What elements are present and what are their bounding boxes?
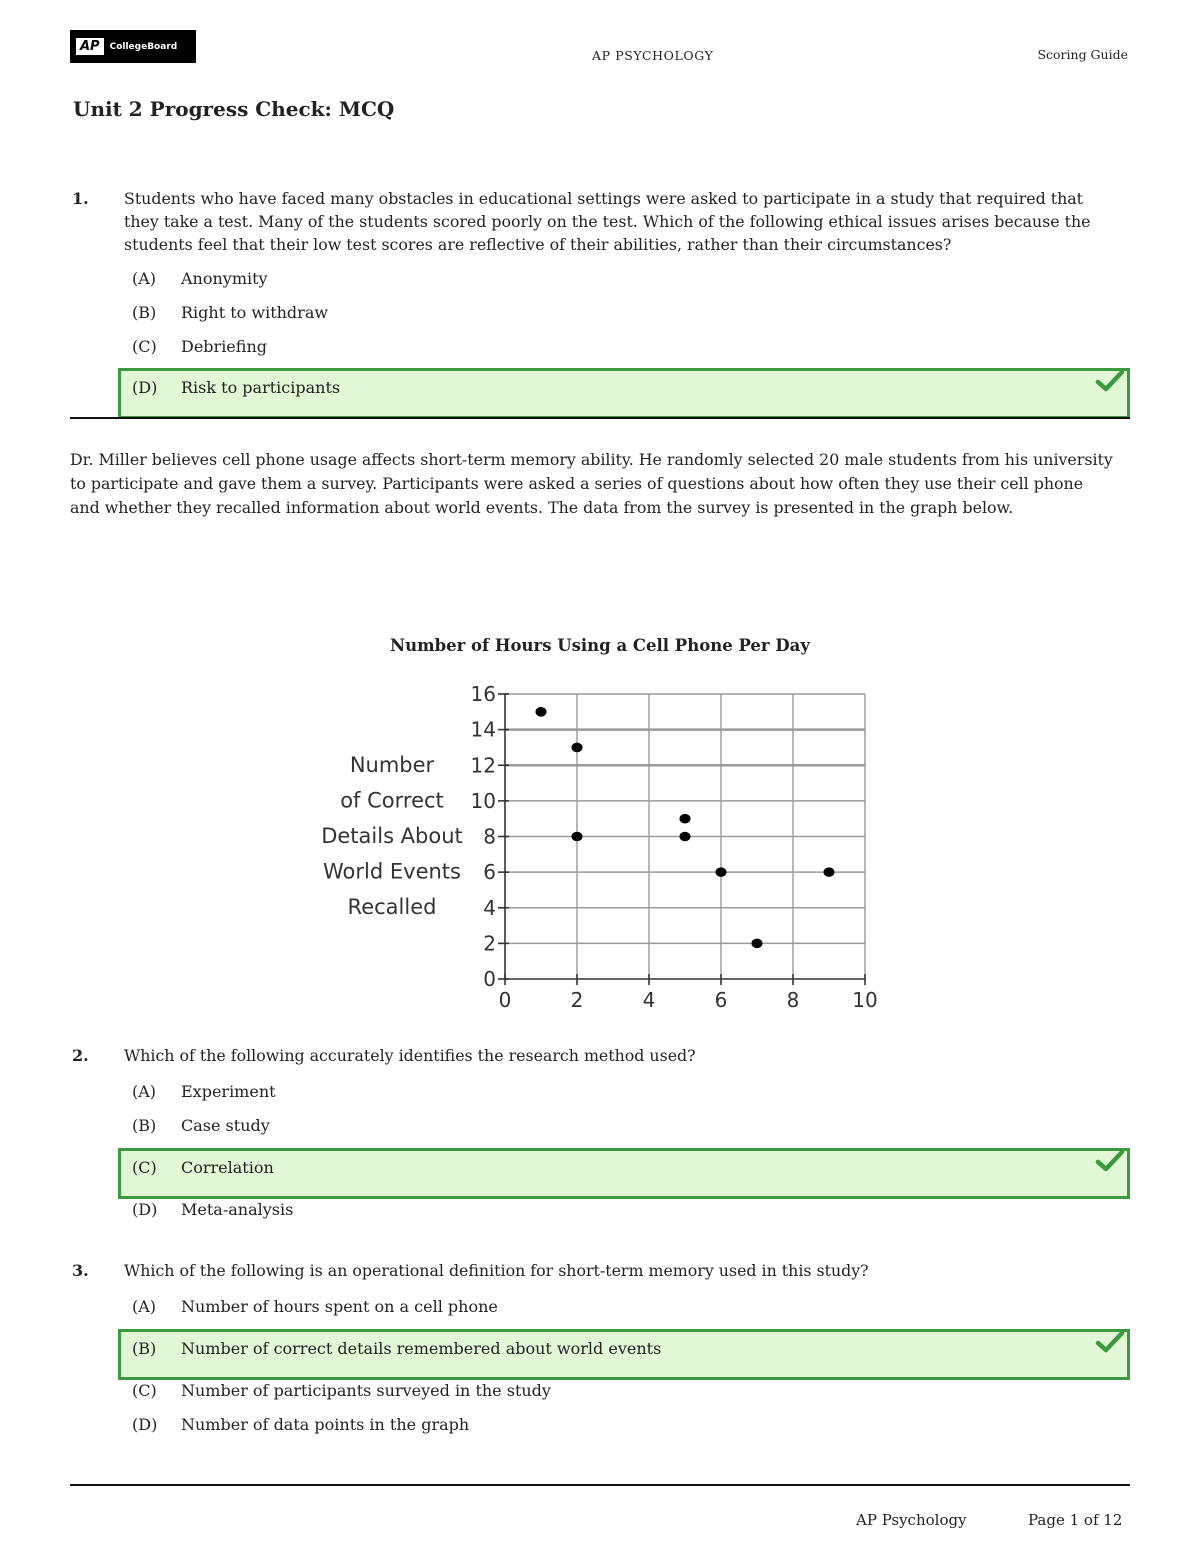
chart-y-axis-label — [321, 753, 463, 919]
question-2-text: Which of the following accurately identifies the research method used? — [124, 1046, 696, 1065]
y-tick-label: 6 — [483, 860, 496, 885]
chart-points — [536, 707, 835, 948]
checkmark-icon — [1095, 368, 1125, 394]
option-letter: (B) — [132, 1339, 157, 1358]
question-3-option-a[interactable] — [118, 1287, 1130, 1329]
section-divider — [70, 417, 1130, 419]
option-letter: (D) — [132, 1415, 158, 1434]
question-1-option-d-correct[interactable] — [118, 368, 1130, 419]
option-letter: (A) — [132, 269, 157, 288]
footer-subject: AP Psychology — [856, 1511, 967, 1529]
x-tick-label: 8 — [786, 988, 800, 1012]
question-2-option-d[interactable] — [118, 1190, 1130, 1232]
y-axis-label-line: Details About — [321, 824, 463, 848]
option-text: Number of data points in the graph — [181, 1415, 470, 1434]
y-axis-label-line: of Correct — [340, 788, 444, 813]
data-point — [536, 707, 547, 717]
data-point — [572, 832, 583, 842]
question-3-text: Which of the following is an operational definition for short-term memory used in this study? — [124, 1261, 869, 1280]
page-title: Unit 2 Progress Check: MCQ — [73, 97, 395, 121]
logo-ap-mark: AP — [76, 38, 104, 55]
option-letter: (D) — [132, 378, 158, 397]
option-letter: (C) — [132, 337, 157, 356]
option-letter: (D) — [132, 1200, 158, 1219]
question-1-option-c[interactable] — [118, 327, 1130, 369]
option-text: Risk to participants — [181, 378, 341, 397]
option-text: Right to withdraw — [181, 303, 329, 322]
option-letter: (C) — [132, 1381, 157, 1400]
option-text: Case study — [181, 1116, 270, 1135]
header-subject: AP PSYCHOLOGY — [592, 48, 714, 63]
option-letter: (A) — [132, 1297, 157, 1316]
y-axis-label-line: World Events — [323, 859, 461, 884]
y-tick-label: 12 — [470, 753, 496, 778]
header-scoring-guide: Scoring Guide — [1037, 47, 1128, 62]
x-tick-label: 0 — [498, 988, 512, 1012]
footer-page-number: Page 1 of 12 — [1028, 1511, 1123, 1529]
question-2-option-b[interactable] — [118, 1106, 1130, 1148]
chart-y-ticks — [471, 682, 509, 991]
data-point — [680, 832, 691, 842]
option-text: Anonymity — [181, 269, 268, 288]
option-letter: (C) — [132, 1158, 157, 1177]
checkmark-icon — [1095, 1329, 1125, 1355]
option-letter: (B) — [132, 303, 157, 322]
data-point — [716, 867, 727, 877]
option-text: Number of hours spent on a cell phone — [181, 1297, 498, 1316]
x-tick-label: 2 — [570, 988, 584, 1012]
option-letter: (A) — [132, 1082, 157, 1101]
question-3-number: 3. — [72, 1261, 89, 1280]
y-tick-label: 8 — [483, 824, 496, 849]
chart-title: Number of Hours Using a Cell Phone Per Day — [390, 636, 810, 655]
logo-collegeboard-text: CollegeBoard — [109, 41, 178, 52]
question-2-number: 2. — [72, 1046, 89, 1065]
question-1-number: 1. — [72, 189, 89, 208]
data-point — [680, 814, 691, 824]
y-axis-label-line: Number — [349, 753, 435, 777]
y-tick-label: 14 — [470, 717, 496, 742]
option-text: Number of participants surveyed in the study — [181, 1381, 551, 1400]
option-text: Debriefing — [181, 337, 267, 356]
option-letter: (B) — [132, 1116, 157, 1135]
data-point — [572, 743, 583, 753]
footer-divider — [70, 1484, 1130, 1486]
y-tick-label: 10 — [470, 788, 496, 813]
scatter-chart — [300, 672, 900, 1017]
checkmark-icon — [1095, 1148, 1125, 1174]
y-axis-label-line: Recalled — [347, 895, 437, 919]
x-tick-label: 6 — [714, 988, 728, 1012]
option-text: Number of correct details remembered about world events — [181, 1339, 662, 1358]
option-text: Experiment — [181, 1082, 276, 1101]
x-tick-label: 10 — [852, 988, 878, 1012]
option-text: Correlation — [181, 1158, 274, 1177]
y-tick-label: 16 — [470, 682, 496, 706]
ap-collegeboard-logo — [70, 30, 196, 63]
page-header — [70, 30, 1130, 64]
stimulus-paragraph: Dr. Miller believes cell phone usage affects short-term memory ability. He randomly selected 20 male students from his university to participate and gave them a survey. Participants were asked a series of questions about how often they use their cell phone and whether they recalled information about world events. The data from the survey is presented in the graph below. — [70, 450, 1113, 517]
x-tick-label: 4 — [642, 988, 656, 1012]
question-3-option-d[interactable] — [118, 1405, 1130, 1447]
question-1-text: Students who have faced many obstacles in educational settings were asked to participate in a study that required that they take a test. Many of the students scored poorly on the test. Which of the following ethical issues arises because the students feel that their low test scores are reflective of their abilities, rather than their circumstances? — [124, 189, 1091, 254]
option-text: Meta-analysis — [181, 1200, 294, 1219]
y-tick-label: 4 — [483, 895, 496, 920]
y-tick-label: 2 — [483, 931, 496, 956]
y-tick-label: 0 — [483, 967, 496, 991]
data-point — [752, 939, 763, 949]
data-point — [824, 867, 835, 877]
